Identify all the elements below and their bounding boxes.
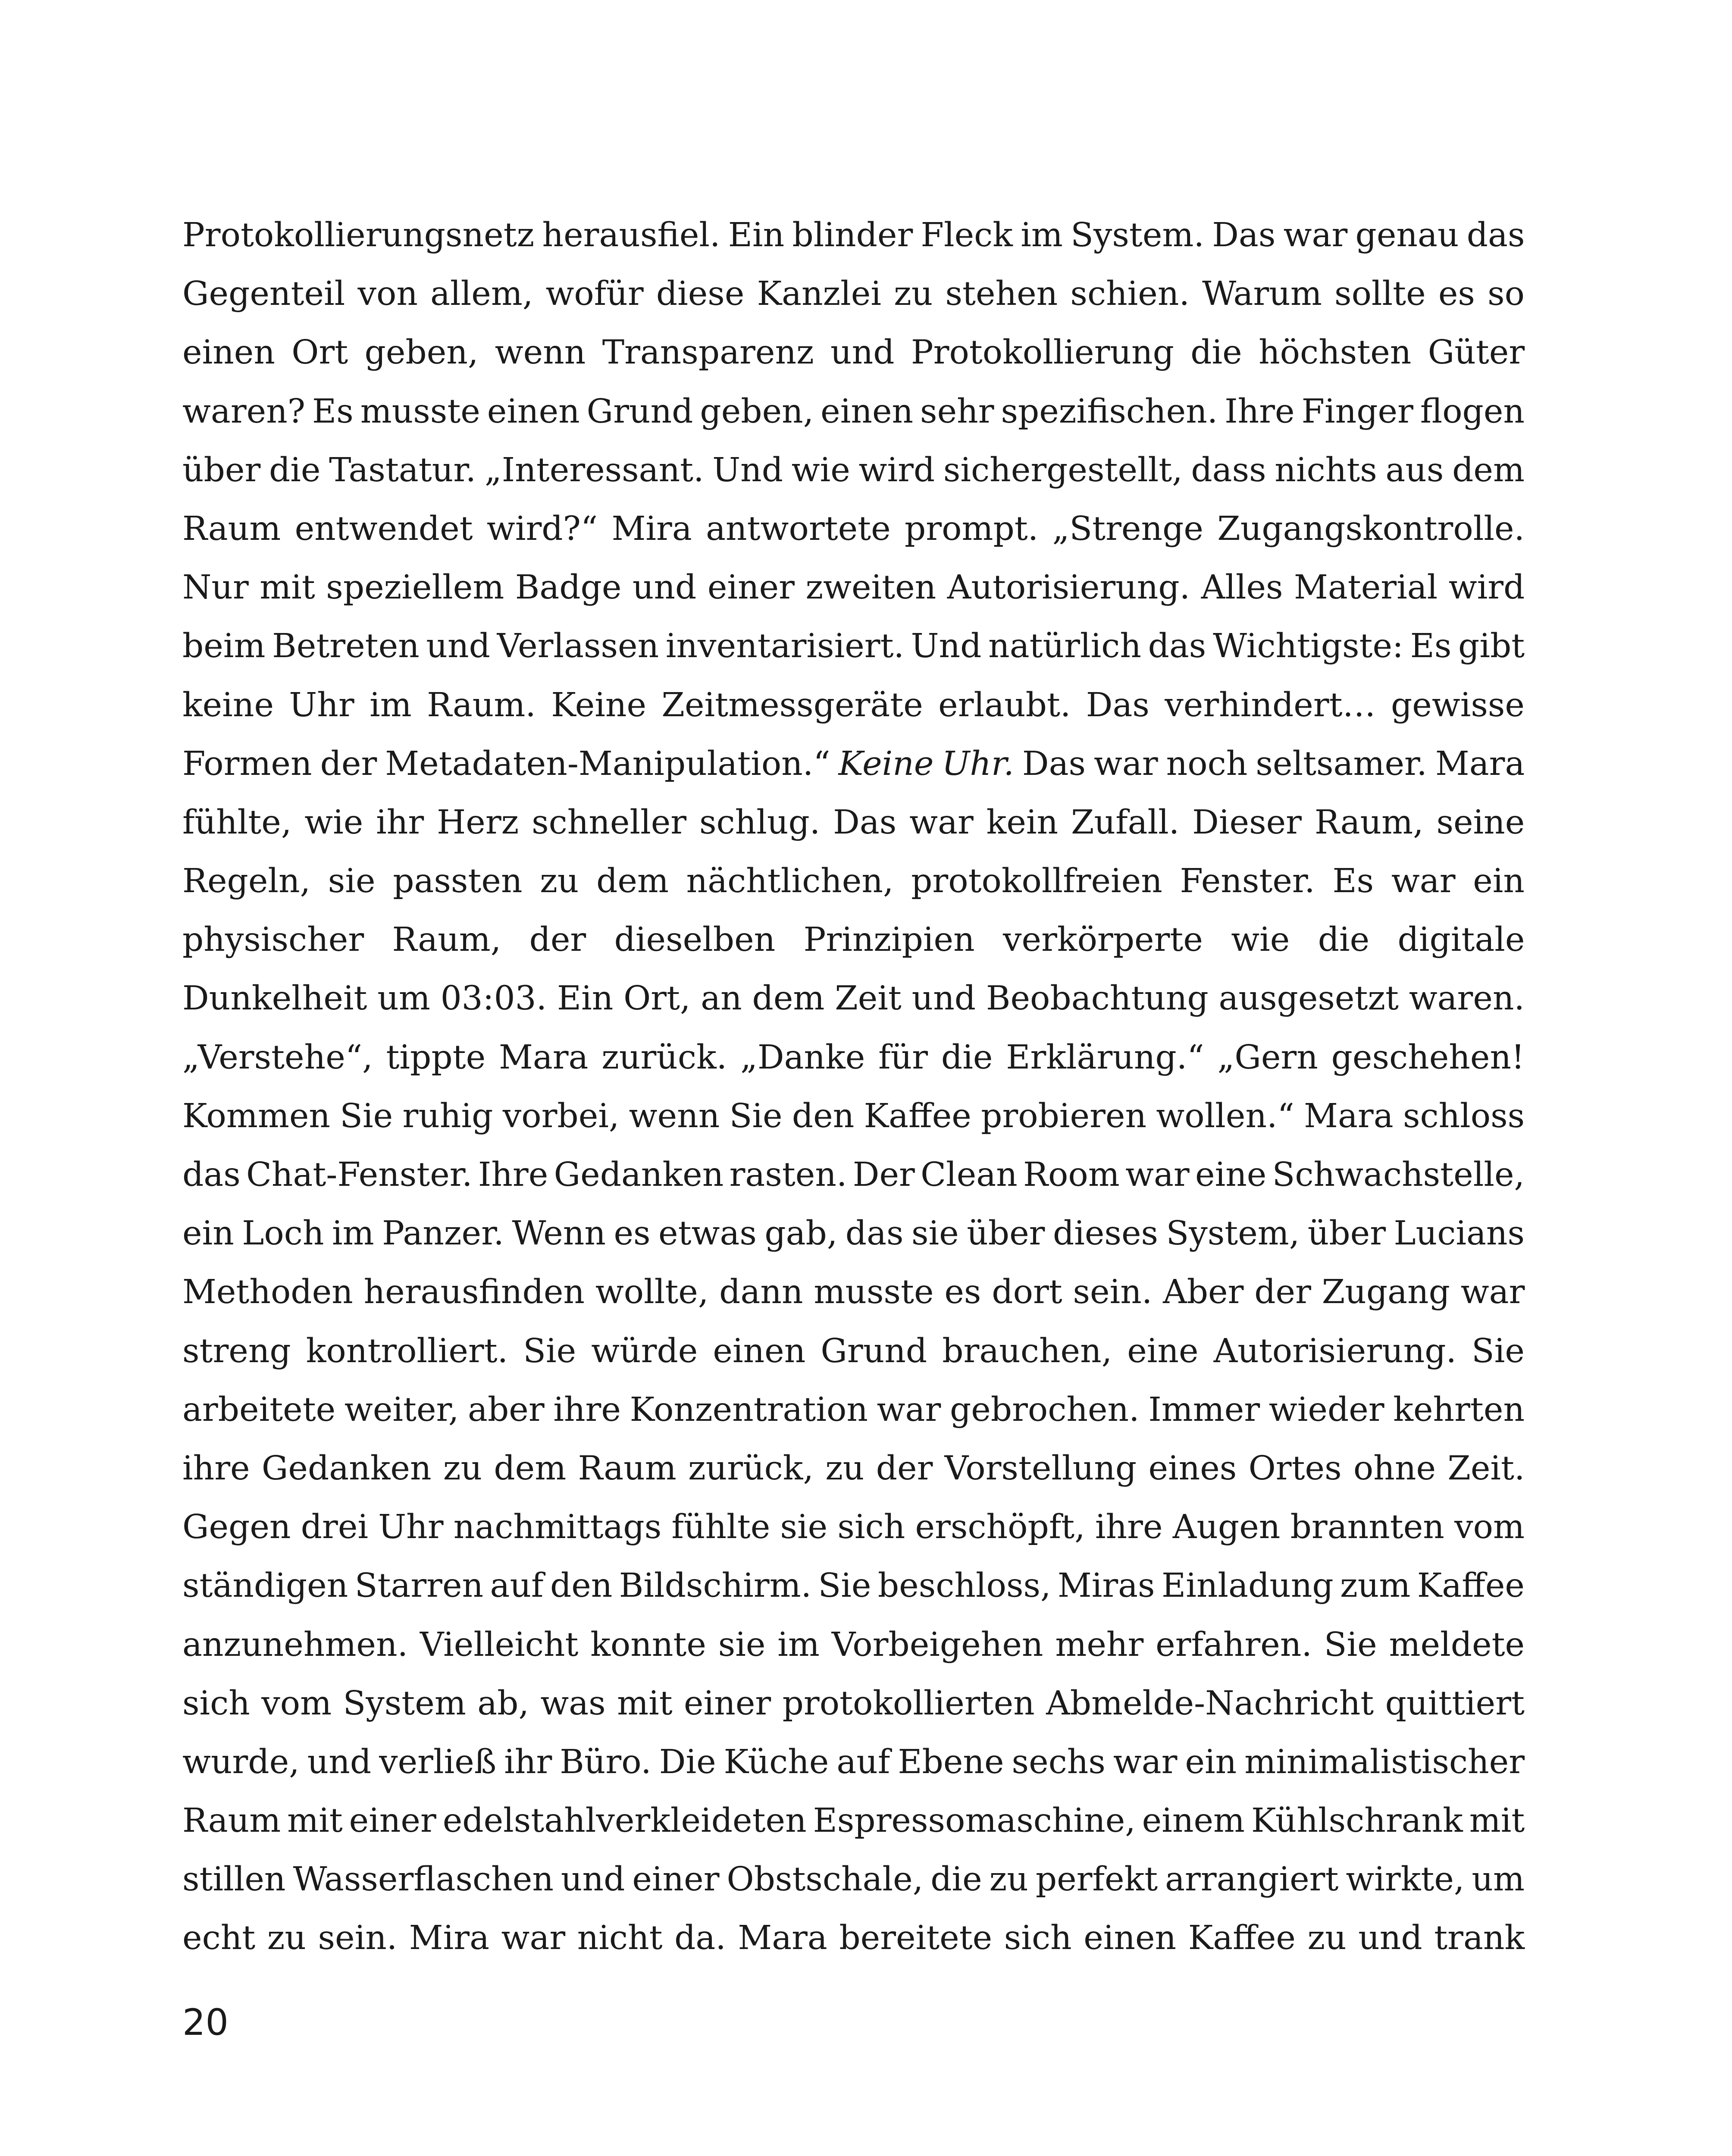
text-line: Protokollierungsnetz herausfiel. Ein blinder Fleck im System. Das war genau das <box>182 216 1525 254</box>
text-segment: Das war noch seltsamer. Mara <box>1014 744 1525 783</box>
text-line: ihre Gedanken zu dem Raum zurück, zu der Vorstellung eines Ortes ohne Zeit. <box>182 1449 1525 1488</box>
text-line: Regeln, sie passten zu dem nächtlichen, protokollfreien Fenster. Es war ein <box>182 862 1525 901</box>
text-line: waren? Es musste einen Grund geben, einen sehr spezifischen. Ihre Finger flogen <box>182 392 1525 431</box>
text-line: sich vom System ab, was mit einer protokollierten Abmelde-Nachricht quittiert <box>182 1684 1525 1723</box>
text-line: fühlte, wie ihr Herz schneller schlug. Das war kein Zufall. Dieser Raum, seine <box>182 803 1525 842</box>
text-line: Nur mit speziellem Badge und einer zweiten Autorisierung. Alles Material wird <box>182 568 1525 607</box>
text-line: Kommen Sie ruhig vorbei, wenn Sie den Kaffee probieren wollen.“ Mara schloss <box>182 1097 1525 1135</box>
italic-text: Keine Uhr. <box>838 744 1014 783</box>
text-line: beim Betreten und Verlassen inventarisiert. Und natürlich das Wichtigste: Es gibt <box>182 627 1525 666</box>
text-line: ein Loch im Panzer. Wenn es etwas gab, das sie über dieses System, über Lucians <box>182 1214 1525 1253</box>
text-line: wurde, und verließ ihr Büro. Die Küche auf Ebene sechs war ein minimalistischer <box>182 1742 1525 1781</box>
text-line: arbeitete weiter, aber ihre Konzentration war gebrochen. Immer wieder kehrten <box>182 1390 1525 1429</box>
text-line: anzunehmen. Vielleicht konnte sie im Vorbeigehen mehr erfahren. Sie meldete <box>182 1625 1525 1664</box>
text-line: Dunkelheit um 03:03. Ein Ort, an dem Zeit und Beobachtung ausgesetzt waren. <box>182 979 1525 1018</box>
text-line: keine Uhr im Raum. Keine Zeitmessgeräte erlaubt. Das verhindert… gewisse <box>182 686 1525 724</box>
text-line: Gegen drei Uhr nachmittags fühlte sie sich erschöpft, ihre Augen brannten vom <box>182 1508 1525 1547</box>
text-line-with-italic <box>182 735 1525 793</box>
text-line: Gegenteil von allem, wofür diese Kanzlei zu stehen schien. Warum sollte es so <box>182 275 1525 313</box>
text-line: Methoden herausfinden wollte, dann musste es dort sein. Aber der Zugang war <box>182 1273 1525 1312</box>
text-line: „Verstehe“, tippte Mara zurück. „Danke für die Erklärung.“ „Gern geschehen! <box>182 1038 1525 1077</box>
text-line: physischer Raum, der dieselben Prinzipien verkörperte wie die digitale <box>182 921 1525 959</box>
body-text <box>182 206 1525 1968</box>
text-line: Raum mit einer edelstahlverkleideten Espressomaschine, einem Kühlschrank mit <box>182 1802 1525 1840</box>
text-line: stillen Wasserflaschen und einer Obstschale, die zu perfekt arrangiert wirkte, um <box>182 1860 1525 1899</box>
text-line: streng kontrolliert. Sie würde einen Grund brauchen, eine Autorisierung. Sie <box>182 1332 1525 1370</box>
text-line: Raum entwendet wird?“ Mira antwortete prompt. „Strenge Zugangskontrolle. <box>182 509 1525 548</box>
text-line: das Chat-Fenster. Ihre Gedanken rasten. Der Clean Room war eine Schwachstelle, <box>182 1156 1525 1194</box>
page-number: 20 <box>182 2001 229 2043</box>
text-line: echt zu sein. Mira war nicht da. Mara bereitete sich einen Kaffee zu und trank <box>182 1919 1525 1958</box>
text-line: ständigen Starren auf den Bildschirm. Sie beschloss, Miras Einladung zum Kaffee <box>182 1567 1525 1605</box>
text-segment: Formen der Metadaten-Manipulation.“ <box>182 744 839 783</box>
text-line: über die Tastatur. „Interessant. Und wie wird sichergestellt, dass nichts aus dem <box>182 451 1525 489</box>
text-line: einen Ort geben, wenn Transparenz und Protokollierung die höchsten Güter <box>182 333 1525 372</box>
